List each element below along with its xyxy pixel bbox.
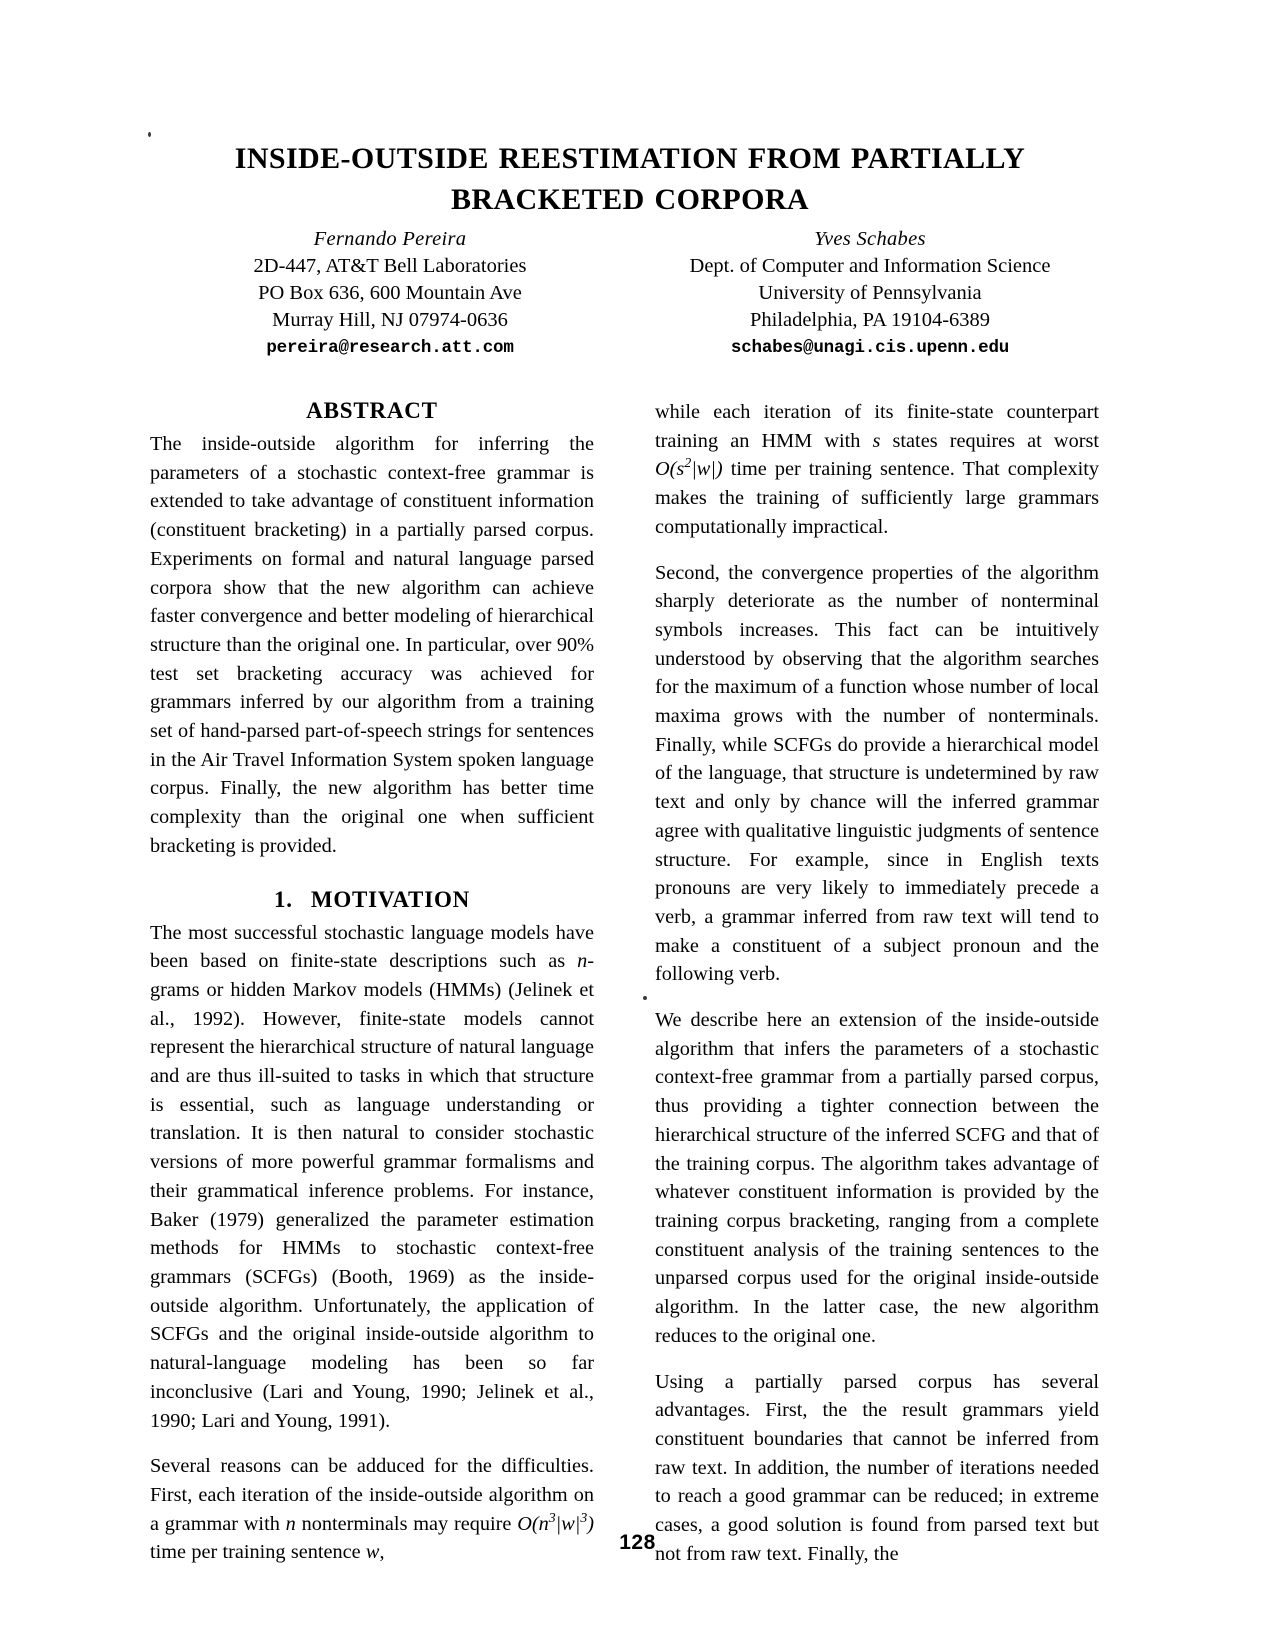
abstract-heading: ABSTRACT — [306, 398, 438, 423]
text-run: time per training sentence. That complexity makes the training of sufficiently large grammars computationally impractical. — [655, 458, 1099, 538]
author-email: pereira@research.att.com — [266, 338, 514, 358]
math-variable-n: n — [577, 950, 588, 973]
page-title — [150, 138, 1110, 220]
paper-title-line-1: INSIDE-OUTSIDE REESTIMATION FROM PARTIALLY — [234, 142, 1026, 175]
left-column — [150, 398, 594, 1567]
text-run: The most successful stochastic language models have been based on finite-state descriptions such as — [150, 921, 594, 973]
author-entry-2 — [630, 226, 1110, 362]
text-run: while each iteration of its finite-state counterpart training an HMM with — [655, 401, 1099, 452]
text-run: states requires at worst — [880, 429, 1099, 452]
math-variable-w: w — [365, 1541, 380, 1564]
title-block — [150, 138, 1110, 220]
author-entry-1 — [150, 226, 630, 362]
complexity-formula-os2w: $O(s^2|w|)$ — [655, 455, 723, 481]
right-paragraph-1 — [655, 398, 1099, 542]
text-run: , — [379, 1541, 385, 1564]
author-block — [150, 226, 1110, 362]
right-paragraph-2: Second, the convergence properties of the algorithm sharply deteriorate as the number of nonterminal symbols increases. This fact can be intuitively understood by observing that the algorithm searches for the maximum of a function whose number of local maxima grows with the number of nonterminals. Finally, while SCFGs do provide a hierarchical model of the language, that structure is undetermined by raw text and only by chance will the inferred grammar agree with qualitative linguistic judgments of sentence structure. For example, since in English texts pronouns are very likely to immediately precede a verb, a grammar inferred from raw text will tend to make a constituent of a subject pronoun and the following verb. — [655, 561, 1099, 986]
author-name: Yves Schabes — [814, 228, 926, 250]
author-affiliation-line: Dept. of Computer and Information Science — [689, 255, 1051, 277]
math-variable-n: n — [285, 1512, 296, 1535]
text-run: time per training sentence — [150, 1541, 366, 1564]
scan-speck — [148, 132, 151, 137]
abstract-paragraph: The inside-outside algorithm for inferring the parameters of a stochastic context-free grammar is extended to take advantage of constituent information (constituent bracketing) in a partially parsed corpus. Experiments on formal and natural language parsed corpora show that the new algorithm can achieve faster convergence and better modeling of hierarchical structure than the original one. In particular, over 90% test set bracketing accuracy was achieved for grammars inferred by our algorithm from a training set of hand-parsed part-of-speech strings for sentences in the Air Travel Information System spoken language corpus. Finally, the new algorithm has better time complexity than the original one when sufficient bracketing is provided. — [150, 433, 594, 857]
author-affiliation-line: Murray Hill, NJ 07974-0636 — [272, 309, 508, 331]
author-name: Fernando Pereira — [313, 228, 467, 250]
right-paragraph-3: We describe here an extension of the inside-outside algorithm that infers the parameters of a stochastic context-free grammar from a partially parsed corpus, thus providing a tighter connection between the hierarchical structure of the inferred SCFG and that of the training corpus. The algorithm takes advantage of whatever constituent information is provided by the training corpus bracketing, ranging from a complete constituent analysis of the training sentences to the unparsed corpus used for the original inside-outside algorithm. In the latter case, the new algorithm reduces to the original one. — [655, 1009, 1099, 1347]
author-affiliation-line: Philadelphia, PA 19104-6389 — [749, 309, 991, 331]
author-affiliation-line: 2D-447, AT&T Bell Laboratories — [253, 255, 527, 277]
right-column — [655, 398, 1099, 1568]
author-email: schabes@unagi.cis.upenn.edu — [730, 338, 1010, 358]
section-1-number: 1. — [273, 886, 293, 912]
section-1-heading — [150, 887, 594, 913]
section-1-paragraph-1 — [150, 919, 594, 1436]
text-run: Several reasons can be adduced for the difficulties. First, each iteration of the inside-outside algorithm on a grammar with — [150, 1455, 594, 1535]
complexity-formula-on3w3: $O(n^3|w|^3)$ — [517, 1509, 594, 1535]
paper-title-line-2: BRACKETED CORPORA — [451, 183, 809, 216]
right-paragraph-4: Using a partially parsed corpus has several advantages. First, the the result grammars yield constituent boundaries that cannot be inferred from raw text. In addition, the number of iterations needed to reach a good grammar can be reduced; in extreme cases, a good solution is found from parsed text but not from raw text. Finally, the — [655, 1370, 1099, 1565]
math-variable-s: s — [872, 429, 881, 452]
page-number: 128 — [619, 1531, 656, 1554]
text-run: nonterminals may require — [295, 1512, 518, 1535]
author-affiliation-line: PO Box 636, 600 Mountain Ave — [258, 282, 522, 304]
text-run: -grams or hidden Markov models (HMMs) (Jelinek et al., 1992). However, finite-state models cannot represent the hierarchical structure of natural language and are thus ill-suited to tasks in which that structure is essential, such as language understanding or translation. It is then natural to consider stochastic versions of more powerful grammar formalisms and their grammatical inference problems. For instance, Baker (1979) generalized the parameter estimation methods for HMMs to stochastic context-free grammars (SCFGs) (Booth, 1969) as the inside-outside algorithm. Unfortunately, the application of SCFGs and the original inside-outside algorithm to natural-language modeling has been so far inconclusive (Lari and Young, 1990; Jelinek et al., 1990; Lari and Young, 1991). — [150, 950, 594, 1432]
author-affiliation-line: University of Pennsylvania — [758, 282, 982, 304]
section-1-title: MOTIVATION — [310, 886, 471, 912]
